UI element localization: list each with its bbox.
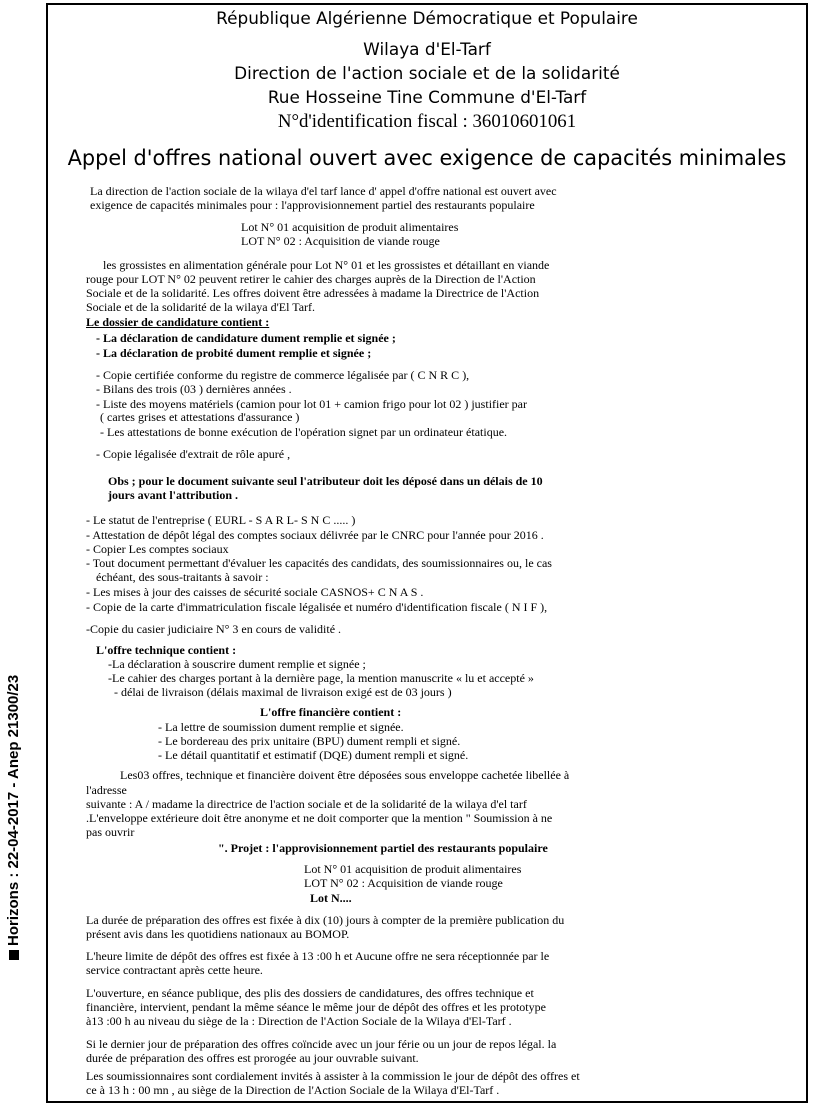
section-heading: Le dossier de candidature contient : xyxy=(86,315,270,329)
list-item: - Attestation de dépôt légal des comptes sociaux délivrée par le CNRC pour l'année pour 2016 . xyxy=(86,528,544,542)
body-line: Sociale et de la solidarité de la wilaya d'El Tarf. xyxy=(86,300,316,314)
body-line: .L'enveloppe extérieure doit être anonyme et ne doit comporter que la mention " Soumission à ne xyxy=(86,811,553,825)
list-item: - La déclaration de candidature dument remplie et signée ; xyxy=(96,331,396,345)
list-item: - Liste des moyens matériels (camion pour lot 01 + camion frigo pour lot 02 ) justifier par xyxy=(96,397,527,411)
header-direction: Direction de l'action sociale et de la solidarité xyxy=(234,64,620,84)
list-item: -La déclaration à souscrire dument remplie et signée ; xyxy=(108,657,366,671)
list-item: - délai de livraison (délais maximal de livraison exigé est de 03 jours ) xyxy=(114,685,452,699)
list-item: - Copie de la carte d'immatriculation fiscale légalisée et numéro d'identification fiscale ( N I F ), xyxy=(86,600,548,614)
list-item: - La lettre de soumission dument remplie et signée. xyxy=(158,720,404,734)
body-line: pas ouvrir xyxy=(86,825,135,839)
obs-note: Obs ; pour le document suivante seul l'atributeur doit les déposé dans un délais de 10 xyxy=(108,474,543,488)
header-wilaya: Wilaya d'El-Tarf xyxy=(363,40,491,60)
body-line: service contractant après cette heure. xyxy=(86,963,263,977)
lot-line: Lot N° 01 acquisition de produit alimentaires xyxy=(304,862,522,876)
header-republic: République Algérienne Démocratique et Populaire xyxy=(216,9,638,29)
body-line: L'ouverture, en séance publique, des plis des dossiers de candidatures, des offres technique et xyxy=(86,986,534,1000)
list-item: ( cartes grises et attestations d'assurance ) xyxy=(100,410,300,424)
list-item: - Le détail quantitatif et estimatif (DQE) dument rempli et signé. xyxy=(158,748,469,762)
body-line: durée de préparation des offres est prorogée au jour ouvrable suivant. xyxy=(86,1051,419,1065)
list-item: -Le cahier des charges portant à la dernière page, la mention manuscrite « lu et accepté » xyxy=(108,671,534,685)
page-title: Appel d'offres national ouvert avec exigence de capacités minimales xyxy=(67,146,787,170)
body-line: exigence de capacités minimales pour : l'approvisionnement partiel des restaurants populaire xyxy=(90,198,535,212)
body-line: Les03 offres, technique et financière doivent être déposées sous enveloppe cachetée libellée à xyxy=(120,768,570,782)
body-line: Si le dernier jour de préparation des offres coïncide avec un jour férie ou un jour de repos légal. la xyxy=(86,1037,557,1051)
body-line: LOT N° 02 : Acquisition de viande rouge xyxy=(241,234,440,248)
lot-line: LOT N° 02 : Acquisition de viande rouge xyxy=(304,876,503,890)
body-line: Les soumissionnaires sont cordialement invités à assister à la commission le jour de dépôt des offres et xyxy=(86,1069,580,1083)
list-item: - Le bordereau des prix unitaire (BPU) dument rempli et signé. xyxy=(158,734,461,748)
body-line: à13 :00 h au niveau du siège de la : Direction de l'Action Sociale de la Wilaya d'El-Tarf . xyxy=(86,1014,512,1028)
project-line: ". Projet : l'approvisionnement partiel des restaurants populaire xyxy=(218,841,548,855)
list-item: - Les mises à jour des caisses de sécurité sociale CASNOS+ C N A S . xyxy=(86,585,424,599)
body-line: Sociale et de la solidarité. Les offres doivent être adressées à madame la Directrice de l'Action xyxy=(86,286,540,300)
header-address: Rue Hosseine Tine Commune d'El-Tarf xyxy=(267,88,587,108)
body-line: L'heure limite de dépôt des offres est fixée à 13 :00 h et Aucune offre ne sera réceptionnée par le xyxy=(86,949,550,963)
body-line: Lot N° 01 acquisition de produit alimentaires xyxy=(241,220,459,234)
section-heading: L'offre financière contient : xyxy=(260,705,402,719)
body-line: présent avis dans les quotidiens nationaux au BOMOP. xyxy=(86,927,350,941)
body-line: rouge pour LOT N° 02 peuvent retirer le cahier des charges auprès de la Direction de l'Action xyxy=(86,272,536,286)
body-line: La direction de l'action sociale de la wilaya d'el tarf lance d' appel d'offre national est ouvert avec xyxy=(90,184,557,198)
list-item: - Les attestations de bonne exécution de l'opération signet par un ordinateur étatique. xyxy=(100,425,508,439)
lot-line: Lot N.... xyxy=(310,891,352,905)
list-item: - Bilans des trois (03 ) dernières années . xyxy=(96,382,292,396)
side-label-text: Horizons : 22-04-2017 - Anep 21300/23 xyxy=(5,674,22,946)
list-item: - Le statut de l'entreprise ( EURL - S A R L- S N C ..... ) xyxy=(86,513,356,527)
side-publication-label xyxy=(5,320,22,960)
list-item: échéant, des sous-traitants à savoir : xyxy=(96,570,269,584)
list-item: - Copier Les comptes sociaux xyxy=(86,542,229,556)
list-item: - Copie certifiée conforme du registre de commerce légalisée par ( C N R C ), xyxy=(96,368,470,382)
list-item: -Copie du casier judiciaire N° 3 en cours de validité . xyxy=(86,622,342,636)
body-line: financière, intervient, pendant la même séance le même jour de dépôt des offres et les prototype xyxy=(86,1000,546,1014)
body-line: La durée de préparation des offres est fixée à dix (10) jours à compter de la première publication du xyxy=(86,913,565,927)
header-nif: N°d'identification fiscal : 36010601061 xyxy=(277,111,577,132)
list-item: - Copie légalisée d'extrait de rôle apuré , xyxy=(96,447,291,461)
obs-note: jours avant l'attribution . xyxy=(108,488,239,502)
list-item: - Tout document permettant d'évaluer les capacités des candidats, des soumissionnaires ou, le cas xyxy=(86,556,552,570)
body-line: l'adresse xyxy=(86,783,127,797)
body-line: suivante : A / madame la directrice de l'action sociale et de la solidarité de la wilaya d'el tarf xyxy=(86,797,527,811)
body-line: ce à 13 h : 00 mn , au siège de la Direction de l'Action Sociale de la Wilaya d'El-Tarf . xyxy=(86,1083,500,1097)
square-bullet-icon xyxy=(9,950,19,960)
list-item: - La déclaration de probité dument remplie et signée ; xyxy=(96,346,372,360)
section-heading: L'offre technique contient : xyxy=(96,643,237,657)
body-line: les grossistes en alimentation générale pour Lot N° 01 et les grossistes et détaillant en viande xyxy=(103,258,550,272)
